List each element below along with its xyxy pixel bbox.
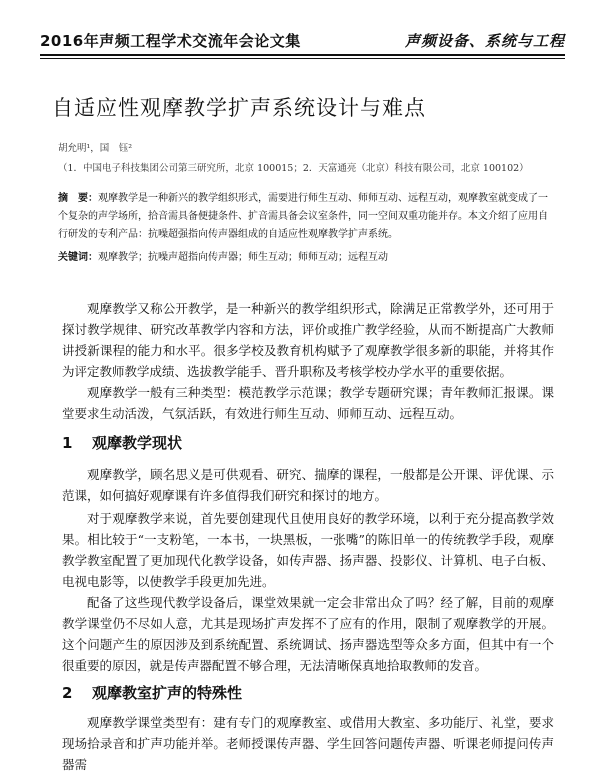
section-1-paragraph-1: 观摩教学，顾名思义是可供观看、研究、揣摩的课程，一般都是公开课、评优课、示范课，如何搞好观摩课有许多值得我们研究和探讨的地方。 (62, 467, 554, 503)
abstract-text: 观摩教学是一种新兴的教学组织形式，需要进行师生互动、师师互动、远程互动，观摩教室就变成了一个复杂的声学场所，拾音需具备便捷条件、扩音需具备会议室条件，同一空间双重功能并存。本文介绍了应用自行研发的专利产品：抗噪超强指向传声器组成的自适应性观摩教学扩声系统。 (58, 193, 548, 240)
affiliation: （1．中国电子科技集团公司第三研究所，北京 100015；2．天富通亮（北京）科技有限公司，北京 100102） (58, 163, 529, 174)
section-1-paragraph-3: 配备了这些现代教学设备后，课堂效果就一定会非常出众了吗？经了解，目前的观摩教学课堂仍不尽如人意，尤其是现场扩声发挥不了应有的作用，限制了观摩教学的开展。这个问题产生的原因涉及到系统配置、系统调试、扬声器选型等众多方面，但其中有一个很重要的原因，就是传声器配置不够合理，无法清晰保真地拾取教师的发音。 (62, 595, 554, 673)
section-2-paragraph-1: 观摩教学课堂类型有：建有专门的观摩教室、或借用大教室、多功能厅、礼堂，要求现场拾录音和扩声功能并举。老师授课传声器、学生回答问题传声器、听课老师提问传声器需 (62, 715, 554, 772)
abstract (58, 190, 554, 244)
intro-paragraph-2: 观摩教学一般有三种类型：模范教学示范课；教学专题研究课；青年教师汇报课。课堂要求生动活泼，气氛活跃，有效进行师生互动、师师互动、远程互动。 (62, 385, 554, 421)
intro-paragraph-1: 观摩教学又称公开教学，是一种新兴的教学组织形式，除满足正常教学外，还可用于探讨教学规律、研究改革教学内容和方法，评价或推广教学经验，从而不断提高广大教师讲授新课程的能力和水平。很多学校及教育机构赋予了观摩教学很多新的职能，并将其作为评定教师教学成绩、选拔教学能手、晋升职称及考核学校办学水平的重要依据。 (62, 301, 554, 379)
paper-title: 自适应性观摩教学扩声系统设计与难点 (52, 96, 426, 120)
keywords (58, 248, 388, 263)
header-rule-thin (40, 58, 565, 59)
section-1-heading (62, 432, 182, 453)
section-1-number: 1 (62, 434, 73, 452)
header-rule (40, 54, 565, 56)
authors: 胡允明¹，国 钰² (58, 143, 133, 154)
proceedings-title: 2016年声频工程学术交流年会论文集 (40, 32, 301, 50)
section-2-title: 观摩教室扩声的特殊性 (92, 684, 243, 702)
keywords-label: 关键词： (58, 252, 98, 263)
section-2-heading (62, 682, 242, 703)
section-2-number: 2 (62, 684, 73, 702)
section-1-paragraph-2: 对于观摩教学来说，首先要创建现代且使用良好的教学环境，以利于充分提高教学效果。相比较于“一支粉笔，一本书，一块黑板，一张嘴”的陈旧单一的传统教学手段，观摩教学教室配置了更加现代化教学设备，如传声器、扬声器、投影仪、计算机、电子白板、电视电影等，以使教学手段更加先进。 (62, 511, 554, 589)
running-header (40, 30, 565, 58)
section-1-title: 观摩教学现状 (92, 434, 183, 452)
abstract-label: 摘 要： (58, 193, 98, 204)
keywords-text: 观摩教学；抗噪声超指向传声器；师生互动；师师互动；远程互动 (98, 252, 388, 263)
section-category: 声频设备、系统与工程 (404, 32, 565, 50)
